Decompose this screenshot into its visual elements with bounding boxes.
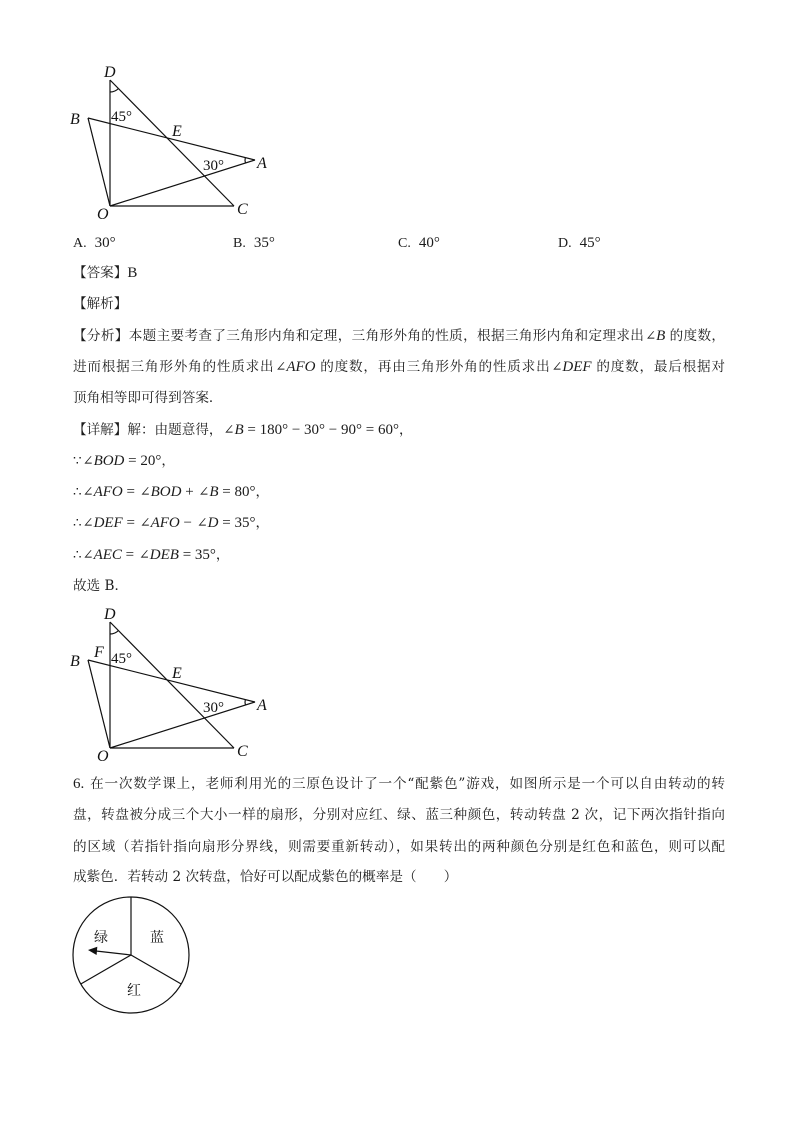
figure-triangles-annotated xyxy=(60,597,280,767)
solution-heading: 【解析】 xyxy=(73,296,128,312)
segment-oa xyxy=(110,702,255,748)
segment-bo xyxy=(88,660,110,748)
text-segment: ， xyxy=(161,453,175,469)
math-letters: B xyxy=(656,328,666,344)
label-point-c: C xyxy=(237,743,248,760)
math-letters: AEC xyxy=(93,547,122,563)
math-expression: − xyxy=(179,515,196,531)
angle-symbol: ∠ xyxy=(196,516,208,531)
choice-value: 30° xyxy=(94,235,116,251)
math-letters: D xyxy=(207,515,219,531)
text-segment: 的度数， xyxy=(669,328,726,344)
choice-a xyxy=(73,232,116,252)
choice-letter: A. xyxy=(73,236,87,251)
math-letters: BOD xyxy=(150,484,182,500)
angle-symbol: ∠ xyxy=(275,360,287,375)
label-point-o: O xyxy=(97,748,109,765)
choice-letter: B. xyxy=(233,236,246,251)
math-expression: = xyxy=(121,547,138,563)
text-segment: ， xyxy=(255,484,270,500)
math-letters: B xyxy=(234,422,244,438)
label-point-d: D xyxy=(104,64,116,81)
math-expression: = 35° xyxy=(218,515,256,531)
angle-symbol: ∠ xyxy=(551,360,563,375)
math-letters: BOD xyxy=(93,453,125,469)
angle-symbol: ∠ xyxy=(82,548,94,563)
pointer-arrowhead-icon xyxy=(88,947,97,955)
math-letters: AFO xyxy=(286,359,316,375)
text-segment: 解：由题意得， xyxy=(127,422,223,438)
angle-symbol: ∠ xyxy=(82,485,94,500)
text-segment: ， xyxy=(215,547,230,563)
math-expression: = xyxy=(122,515,139,531)
choice-letter: D. xyxy=(558,236,572,251)
detail-line-5 xyxy=(73,545,230,565)
pointer-shaft xyxy=(96,951,131,955)
choice-value: 45° xyxy=(579,235,601,251)
analysis-line-2 xyxy=(73,357,725,377)
therefore-symbol: ∴ xyxy=(73,547,82,563)
angle-symbol: ∠ xyxy=(198,485,210,500)
math-letters: AFO xyxy=(93,484,123,500)
analysis-label: 【分析】 xyxy=(73,328,129,344)
conclusion: 故选 B． xyxy=(73,578,129,594)
math-letters: AFO xyxy=(150,515,180,531)
text-segment: 的度数，再由三角形外角的性质求出 xyxy=(319,359,551,375)
label-point-a: A xyxy=(257,697,267,714)
angle-symbol: ∠ xyxy=(82,454,94,469)
label-point-o: O xyxy=(97,206,109,223)
label-point-e: E xyxy=(172,123,182,140)
question-6-line-1 xyxy=(73,774,725,794)
analysis-line-1 xyxy=(73,326,725,346)
therefore-symbol: ∴ xyxy=(73,515,82,531)
answer-line xyxy=(73,263,137,283)
figure-triangles xyxy=(60,55,280,225)
text-segment: ， xyxy=(398,422,413,438)
segment-dc xyxy=(110,622,234,748)
text-segment: 进而根据三角形外角的性质求出 xyxy=(73,359,275,375)
because-symbol: ∵ xyxy=(73,453,82,469)
math-expression: = 80° xyxy=(218,484,256,500)
detail-label: 【详解】 xyxy=(73,422,128,438)
spinner xyxy=(68,892,198,1018)
text-segment: ， xyxy=(255,515,270,531)
angle-d-arc xyxy=(110,89,119,93)
math-letters: DEF xyxy=(562,359,592,375)
math-expression: = 180° − 30° − 90° = 60° xyxy=(243,422,399,438)
angle-symbol: ∠ xyxy=(82,516,94,531)
angle-symbol: ∠ xyxy=(139,516,151,531)
label-angle-d: 45° xyxy=(111,651,132,667)
angle-d-arc xyxy=(110,631,119,635)
label-angle-a: 30° xyxy=(203,700,224,716)
therefore-symbol: ∴ xyxy=(73,484,82,500)
question-6-line-3: 的区域（若指针指向扇形分界线，则需要重新转动），如果转出的两种颜色分别是红色和蓝色，则可以配 xyxy=(73,839,725,855)
divider-lower-left xyxy=(81,955,131,984)
detail-line-2 xyxy=(73,451,175,471)
label-angle-a: 30° xyxy=(203,158,224,174)
segment-oa xyxy=(110,160,255,206)
angle-symbol: ∠ xyxy=(138,548,150,563)
question-number: 6. xyxy=(73,776,85,792)
text-segment: 在一次数学课上，老师利用光的三原色设计了一个“配紫色”游戏，如图所示是一个可以自由转动的转 xyxy=(89,776,725,792)
segment-dc xyxy=(110,80,234,206)
segment-bo xyxy=(88,118,110,206)
math-letters: DEB xyxy=(149,547,179,563)
sector-label-red: 红 xyxy=(127,983,141,999)
math-expression: = xyxy=(122,484,139,500)
math-letters: DEF xyxy=(93,515,123,531)
detail-line-1 xyxy=(73,420,413,440)
sector-label-green: 绿 xyxy=(94,930,108,946)
sector-label-blue: 蓝 xyxy=(150,930,164,946)
math-expression: = 35° xyxy=(178,547,216,563)
text-segment: 的度数，最后根据对 xyxy=(595,359,726,375)
detail-line-4 xyxy=(73,513,269,533)
choice-c xyxy=(398,232,440,252)
label-angle-d: 45° xyxy=(111,109,132,125)
analysis-line-3: 顶角相等即可得到答案． xyxy=(73,390,223,406)
angle-symbol: ∠ xyxy=(139,485,151,500)
answer-value: B xyxy=(127,265,138,281)
math-letters: B xyxy=(209,484,219,500)
label-point-c: C xyxy=(237,201,248,218)
detail-line-3 xyxy=(73,482,269,502)
label-point-d: D xyxy=(104,606,116,623)
label-point-a: A xyxy=(257,155,267,172)
label-point-b: B xyxy=(70,111,80,128)
divider-lower-right xyxy=(131,955,181,984)
label-point-b: B xyxy=(70,653,80,670)
question-6-line-2: 盘，转盘被分成三个大小一样的扇形，分别对应红、绿、蓝三种颜色，转动转盘 2 次，记下两次指针指向 xyxy=(73,807,725,823)
angle-symbol: ∠ xyxy=(645,329,657,344)
label-point-f: F xyxy=(94,644,104,661)
choice-value: 35° xyxy=(253,235,275,251)
label-point-e: E xyxy=(172,665,182,682)
question-6-line-4: 成紫色．若转动 2 次转盘，恰好可以配成紫色的概率是（ ） xyxy=(73,869,458,885)
text-segment: 本题主要考查了三角形内角和定理，三角形外角的性质，根据三角形内角和定理求出 xyxy=(128,328,645,344)
choice-b xyxy=(233,232,275,252)
choice-letter: C. xyxy=(398,236,411,251)
answer-label: 【答案】 xyxy=(73,265,128,281)
choice-d xyxy=(558,232,601,252)
angle-symbol: ∠ xyxy=(223,423,235,438)
math-expression: + xyxy=(181,484,198,500)
choice-value: 40° xyxy=(418,235,440,251)
math-expression: = 20° xyxy=(124,453,162,469)
